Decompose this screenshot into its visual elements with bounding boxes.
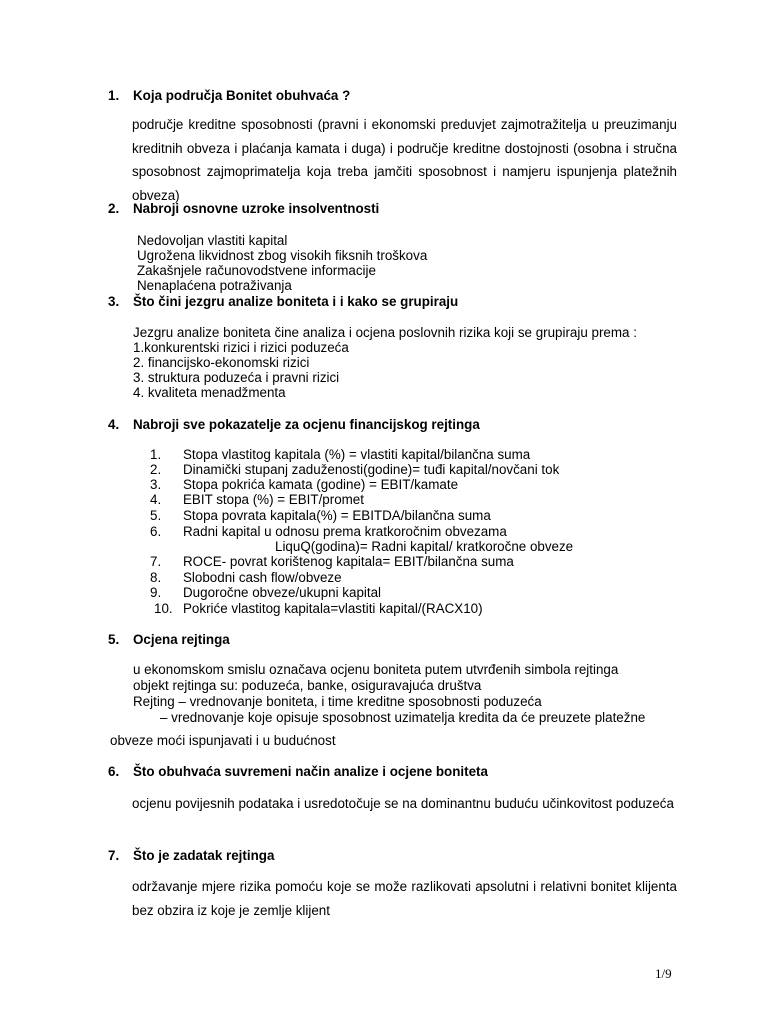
question-2-line: Zakašnjele računovodstvene informacije <box>137 263 376 278</box>
question-1-answer: područje kreditne sposobnosti (pravni i ekonomski preduvjet zajmotražitelja u preuzimanju kreditnih obveza i plaćanja kamata i duga) i područje kreditne dostojnosti (osobna i stručna sposobnost zajmoprimatelja koja treba jamčiti sposobnost i namjeru ispunjenja platežnih obveza) <box>132 117 677 204</box>
indicator-number: 2. <box>150 462 162 477</box>
question-3-line: 1.konkurentski rizici i rizici poduzeća <box>133 340 349 355</box>
indicator-text: LiquQ(godina)= Radni kapital/ kratkoročne obveze <box>275 539 574 554</box>
indicator-text: EBIT stopa (%) = EBIT/promet <box>183 492 364 507</box>
question-4-number: 4. <box>108 417 120 432</box>
indicator-number: 8. <box>150 570 162 585</box>
question-7-title: Što je zadatak rejtinga <box>133 848 275 863</box>
indicator-text: Dinamički stupanj zaduženosti(godine)= tuđi kapital/novčani tok <box>183 462 560 477</box>
question-5-title: Ocjena rejtinga <box>133 632 230 647</box>
indicator-text: Stopa vlastitog kapitala (%) = vlastiti kapital/bilančna suma <box>183 447 531 462</box>
question-3-title: Što čini jezgru analize boniteta i i kako se grupiraju <box>133 294 459 309</box>
question-3-number: 3. <box>108 294 120 309</box>
question-2-number: 2. <box>108 201 120 216</box>
question-6-title: Što obuhvaća suvremeni način analize i ocjene boniteta <box>133 764 488 779</box>
indicator-text: Stopa pokrića kamata (godine) = EBIT/kamate <box>183 477 459 492</box>
question-5-line: – vrednovanje koje opisuje sposobnost uzimatelja kredita da će preuzete platežne <box>160 710 646 725</box>
question-1-number: 1. <box>108 88 120 103</box>
question-3-line: 4. kvaliteta menadžmenta <box>133 385 286 400</box>
indicator-number: 4. <box>150 492 162 507</box>
page-number: 1/9 <box>655 966 672 981</box>
question-1-title: Koja područja Bonitet obuhvaća ? <box>133 88 351 103</box>
question-3-line: Jezgru analize boniteta čine analiza i ocjena poslovnih rizika koji se grupiraju prema : <box>133 325 637 340</box>
question-3-line: 2. financijsko-ekonomski rizici <box>133 355 310 370</box>
question-2-title: Nabroji osnovne uzroke insolventnosti <box>133 201 380 216</box>
indicator-number: 3. <box>150 477 162 492</box>
question-7-answer: održavanje mjere rizika pomoću koje se može razlikovati apsolutni i relativni bonitet klijenta bez obzira iz koje je zemlje klijent <box>132 879 677 918</box>
indicator-number: 6. <box>150 524 162 539</box>
indicator-text: Pokriće vlastitog kapitala=vlastiti kapital/(RACX10) <box>183 601 483 616</box>
indicator-number: 1. <box>150 447 162 462</box>
indicator-text: Stopa povrata kapitala(%) = EBITDA/bilančna suma <box>183 508 491 523</box>
question-3-line: 3. struktura poduzeća i pravni rizici <box>133 370 340 385</box>
indicator-number: 7. <box>150 554 162 569</box>
indicator-text: Slobodni cash flow/obveze <box>183 570 342 585</box>
question-2-line: Ugrožena likvidnost zbog visokih fiksnih troškova <box>137 248 428 263</box>
question-7-number: 7. <box>108 848 120 863</box>
indicator-number: 10. <box>154 601 173 616</box>
question-5-number: 5. <box>108 632 120 647</box>
question-2-line: Nedovoljan vlastiti kapital <box>137 233 288 248</box>
indicator-number: 9. <box>150 585 162 600</box>
question-2-line: Nenaplaćena potraživanja <box>137 278 292 293</box>
question-6-answer: ocjenu povijesnih podataka i usredotočuje se na dominantnu buduću učinkovitost poduzeća <box>132 796 674 811</box>
question-5-line: objekt rejtinga su: poduzeća, banke, osiguravajuća društva <box>133 678 482 693</box>
question-5-line: Rejting – vrednovanje boniteta, i time kreditne sposobnosti poduzeća <box>133 694 542 709</box>
question-5-line: u ekonomskom smislu označava ocjenu boniteta putem utvrđenih simbola rejtinga <box>133 662 619 677</box>
question-4-title: Nabroji sve pokazatelje za ocjenu financijskog rejtinga <box>133 417 480 432</box>
question-6-number: 6. <box>108 764 120 779</box>
indicator-text: Dugoročne obveze/ukupni kapital <box>183 585 382 600</box>
indicator-text: Radni kapital u odnosu prema kratkoročnim obvezama <box>183 524 507 539</box>
indicator-text: ROCE- povrat korištenog kapitala= EBIT/bilančna suma <box>183 554 514 569</box>
question-5-line: obveze moći ispunjavati i u budućnost <box>110 733 336 748</box>
indicator-number: 5. <box>150 508 162 523</box>
